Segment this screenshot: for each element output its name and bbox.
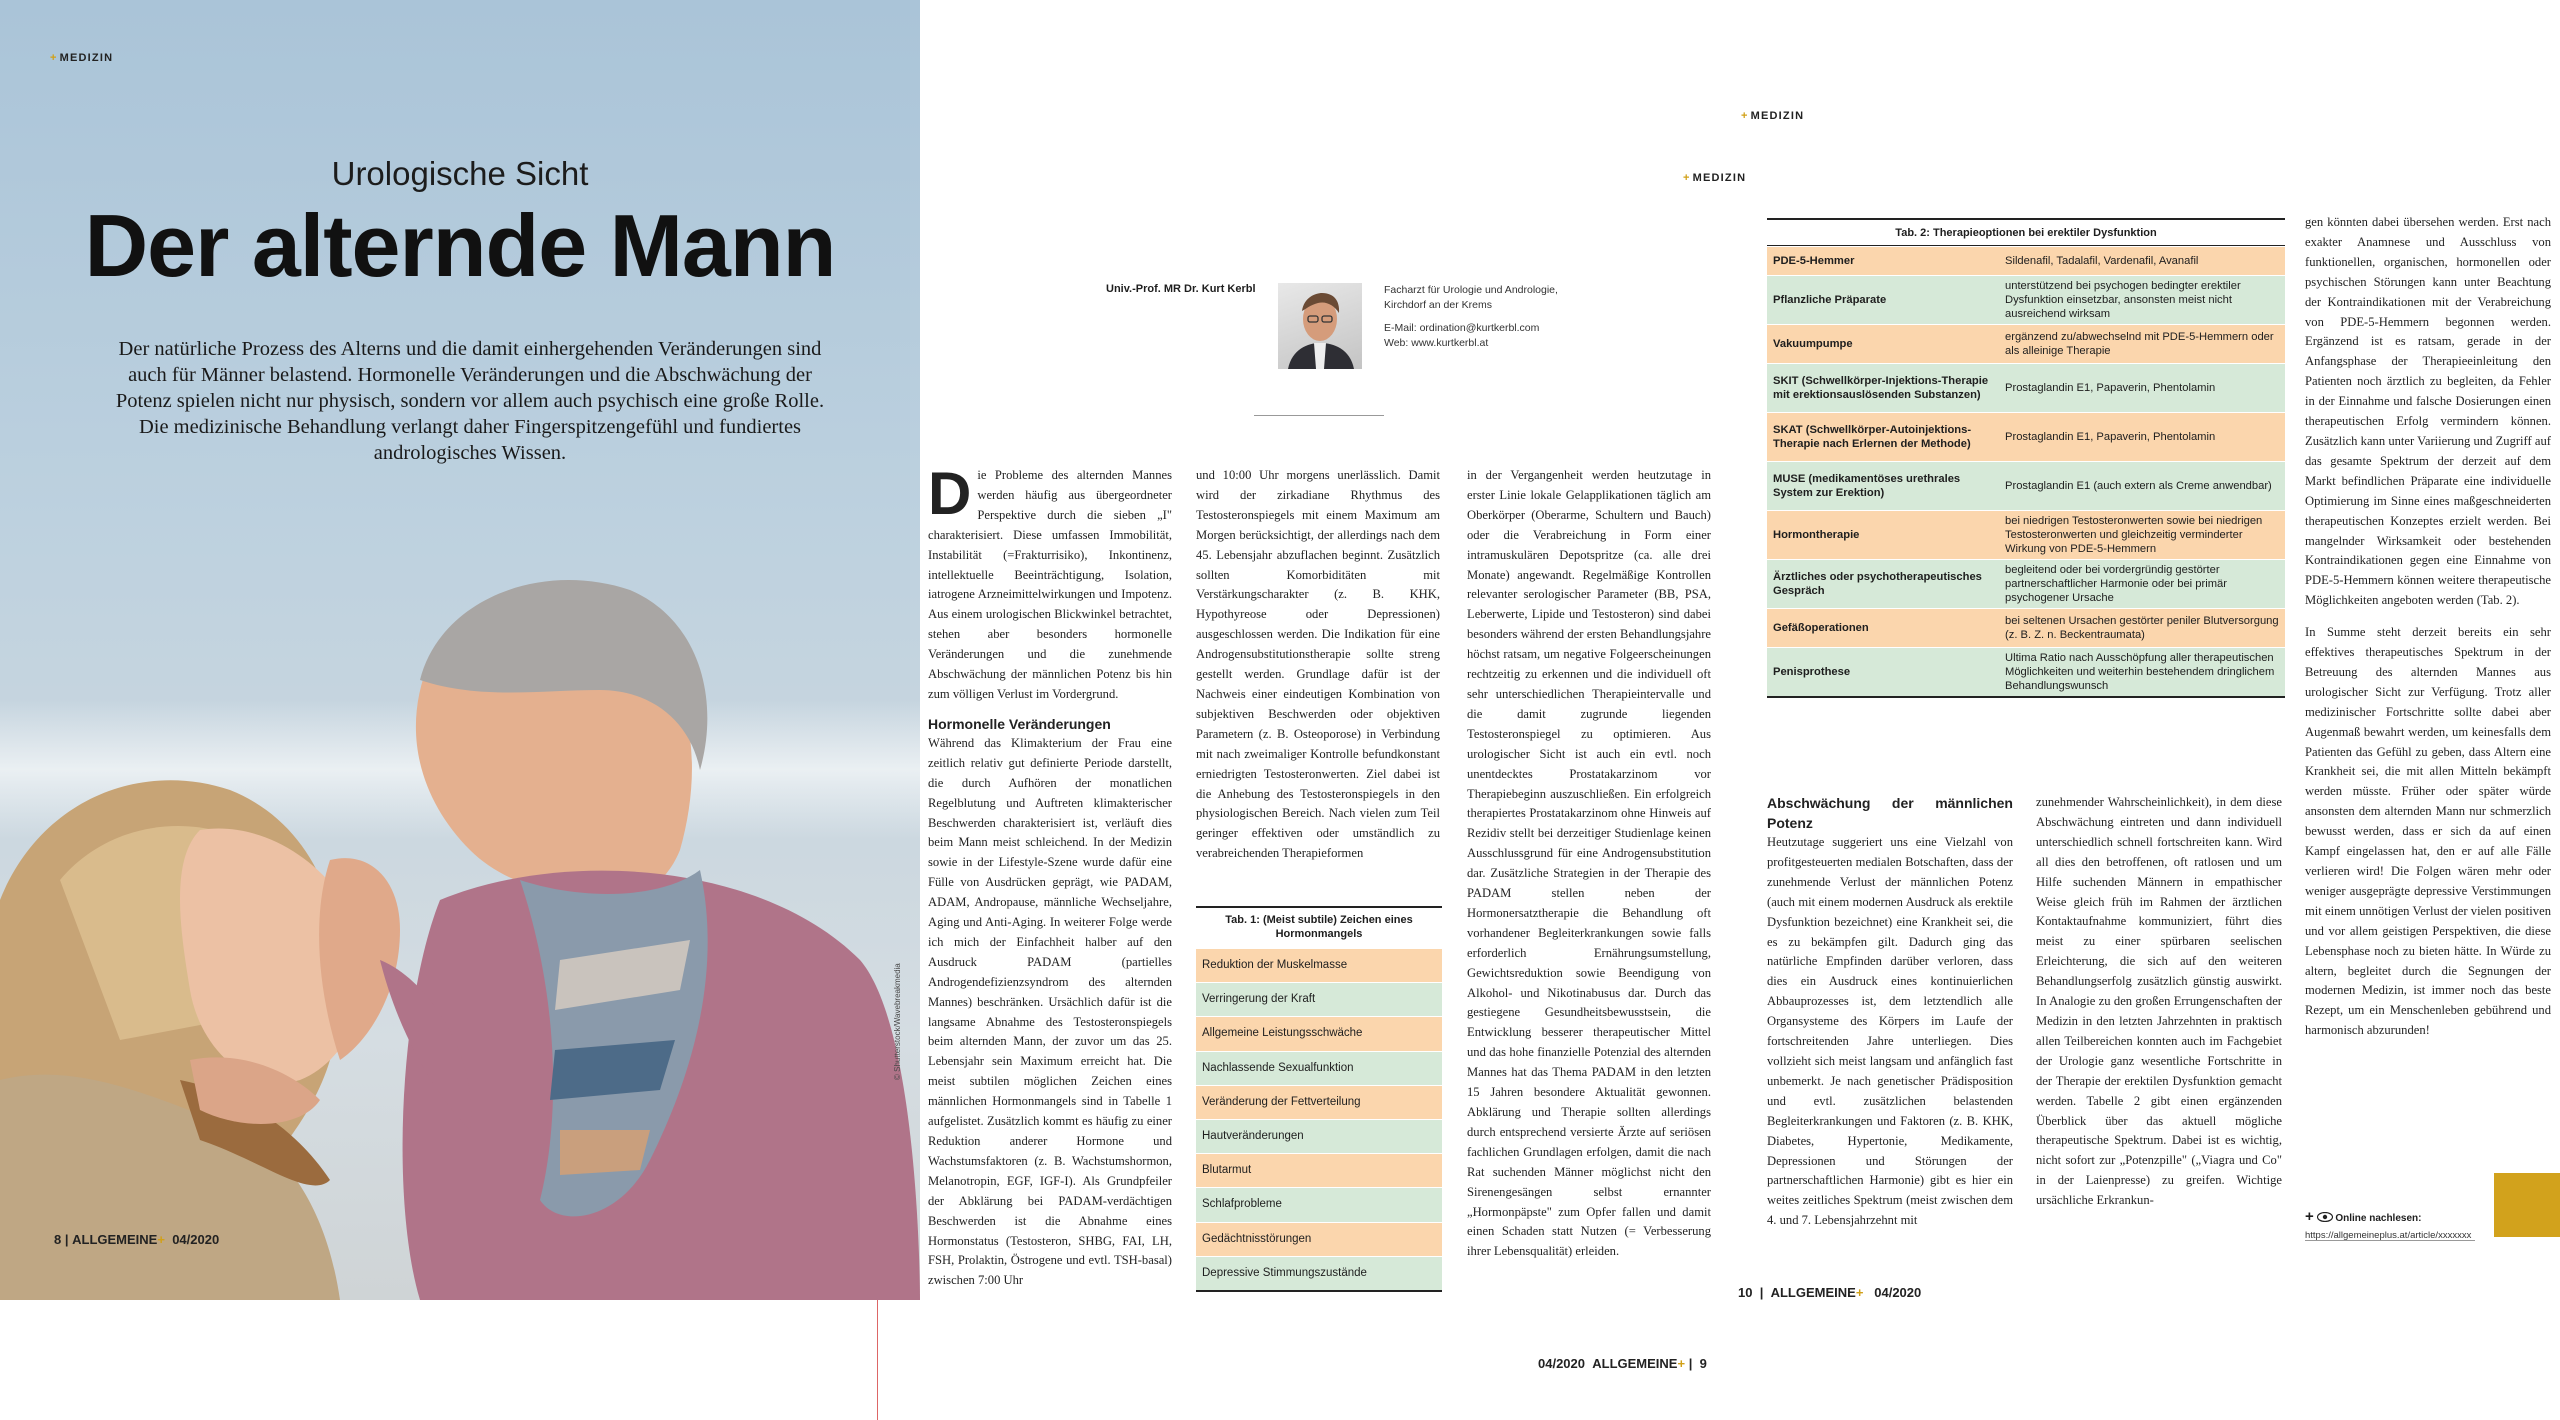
dropcap: D (928, 460, 972, 527)
plus-icon: + (157, 1232, 165, 1247)
paragraph: gen könnten dabei übersehen werden. Erst nach exakter Anamnese und Ausschluss von funktionellen, organischen, hormonellen oder psychischen Störungen kann unter Beachtung der Kontraindikationen mit der Verabreichung von PDE-5-Hemmern begonnen werden. Ergänzend ist es ratsam, gerade in der Anfangsphase der Therapieeinleitung den Patienten noch ärztlich zu begleiten, da Fehler in der Einnahme und falsche Dosierungen einen therapeutischen Erfolg vermindern können. Zusätzlich kann unter Variierung und Zugriff auf das gesamte Spektrum der derzeit auf dem Markt befindlichen Präparate eine individuelle Optimierung im Sinne eines maßgeschneiderten therapeutischen Konzeptes erzielt werden. Bei mangelnder Wirksamkeit oder bestehenden Kontraindikationen gegen eine Einnahme von PDE-5-Hemmern können weitere therapeutische Möglichkeiten angeboten werden (Tab. 2). (2305, 215, 2551, 608)
table-row: Hautveränderungen (1196, 1119, 1442, 1153)
rubric-label: MEDIZIN (59, 52, 114, 64)
therapy-name: Ärztliches oder psychotherapeutisches Gespräch (1773, 571, 1982, 597)
footer-sep: | (1688, 1356, 1693, 1371)
section-heading-potency: Abschwächung der männlichen Potenz (1767, 795, 2013, 831)
table-row: Blutarmut (1196, 1153, 1442, 1187)
therapy-desc: bei niedrigen Testosteronwerten sowie bei niedrigen Testosteronwerten und gleichzeitig verminderter Wirkung von PDE-5-Hemmern (2005, 515, 2263, 555)
therapy-desc: bei seltenen Ursachen gestörter peniler Blutversorgung (z. B. Z. n. Beckentraumata) (2005, 615, 2279, 641)
table-row (1767, 246, 2285, 275)
author-photo (1278, 283, 1362, 369)
table-row: Gedächtnisstörungen (1196, 1222, 1442, 1256)
issue-number: 04/2020 (1538, 1356, 1585, 1371)
brand-name: ALLGEMEINE (72, 1232, 158, 1247)
table-row (1767, 510, 2285, 559)
page-number: 9 (1699, 1356, 1707, 1371)
article-column-2 (1196, 466, 1440, 864)
paragraph: Heutzutage suggeriert uns eine Vielzahl von profitgesteuerten medialen Botschaften, dass der zunehmende Verlust der männlichen Potenz (auch mit einem modernen Ausdruck als erektile Dysfunktion bezeichnet) eine Krankheit sei, die es zu bekämpfen gilt. Dadurch ging das natürliche Empfinden darüber verloren, dass dies ein Ausdruck eines kontinuierlichen Abbauprozesses ist, dem letztendlich alle Organsysteme des Körpers im Laufe der fortschreitenden Jahre unterliegen. Dies vollzieht sich meist langsam und anfänglich fast unbemerkt. Je nach genetischer Prädisposition und evtl. zusätzlichen belastenden Begleiterkrankungen und Faktoren (z. B. KHK, Diabetes, Hypertonie, Medikamente, Depressionen und Störungen der partnerschaftlichen Harmonie) gibt es hier ein weites zeitliches Spektrum (meist zwischen dem 4. und 7. Lebensjahrzehnt mit (1767, 835, 2013, 1228)
section-heading-hormones: Hormonelle Veränderungen (928, 715, 1111, 732)
table-row: Nachlassende Sexualfunktion (1196, 1051, 1442, 1085)
footer-left (54, 1232, 219, 1247)
plus-icon: + (2305, 1208, 2314, 1225)
table-row (1767, 608, 2285, 647)
rubric-label: MEDIZIN (1750, 110, 1805, 122)
photo-credit: © Shutterstock/Wavebreakmedia (893, 963, 902, 1080)
online-url[interactable]: https://allgemeineplus.at/article/xxxxxxx (2305, 1230, 2472, 1241)
therapy-name: MUSE (medikamentöses urethrales System zur Erektion) (1773, 473, 1961, 499)
table-hormone-signs (1196, 906, 1442, 1292)
therapy-desc: Prostaglandin E1 (auch extern als Creme anwendbar) (2005, 480, 2272, 492)
therapy-name: SKIT (Schwellkörper-Injektions-Therapie mit erektionsauslösenden Substanzen) (1773, 375, 1989, 401)
page-divider (877, 1300, 878, 1420)
therapy-desc: Prostaglandin E1, Papaverin, Phentolamin (2005, 431, 2216, 443)
rubric-left (50, 52, 113, 64)
footer-mid (1538, 1356, 1707, 1371)
paragraph: und 10:00 Uhr morgens unerlässlich. Damit wird der zirkadiane Rhythmus des Testosteronspiegels mit einem Maximum am Morgen berücksichtigt, der allerdings nach dem 45. Lebensjahr abzuflachen beginnt. Zusätzlich sollten Komorbiditäten mit Verstärkungscharakter (z. B. KHK, Hypothyreose oder Depressionen) ausgeschlossen werden. Die Indikation für eine Androgensubstitutionstherapie sollte streng gestellt werden. Grundlage dafür ist der Nachweis einer eindeutigen Kombination von subjektiven Beschwerden oder objektiven Parametern (z. B. Osteoporose) in Verbindung mit nach zweimaliger Kontrolle befundkonstant erniedrigten Testosteronwerten. Ziel dabei ist die Anhebung des Testosteronspiegels in den physiologischen Bereich. Nach vielen zum Teil geringer effektiven oder umständlich zu verabreichenden Therapieformen (1196, 468, 1440, 861)
article-column-4 (1767, 793, 2013, 1231)
table-row (1767, 461, 2285, 510)
article-column-5 (2036, 793, 2282, 1211)
hero-kicker: Urologische Sicht (331, 155, 589, 192)
table-row (1767, 647, 2285, 696)
therapy-name: SKAT (Schwellkörper-Autoinjektions-Therapie nach Erlernen der Methode) (1773, 424, 1972, 450)
online-label-text: Online nachlesen: (2335, 1213, 2422, 1224)
page-number: 10 (1738, 1285, 1753, 1300)
therapy-desc: unterstützend bei psychogen bedingter erektiler Dysfunktion einsetzbar, ansonsten meist nicht ausreichend wirksam (2005, 280, 2241, 320)
hero-lead: Der natürliche Prozess des Alterns und die damit einhergehenden Veränderungen sind auch für Männer belastend. Hormonelle Veränderungen und die Abschwächung der Potenz spielen nicht nur physisch, sondern vor allem auch psychisch eine große Rolle. Die medizinische Behandlung verlangt daher Fingerspitzengefühl und fundiertes andrologisches Wissen. (115, 338, 825, 464)
table-caption: Tab. 2: Therapieoptionen bei erektiler Dysfunktion (1767, 220, 2285, 246)
table-row (1767, 412, 2285, 461)
author-role: Facharzt für Urologie und Andrologie, (1384, 284, 1558, 296)
issue-number: 04/2020 (172, 1232, 220, 1247)
intro-paragraph: ie Probleme des alternden Mannes werden häufig aus übergeordneter Perspektive durch die sieben „I" charakterisiert. Diese umfassen Immobilität, Instabilität (=Frakturrisiko), Inkontinenz, intellektuelle Beeinträchtigung, Isolation, iatrogene Arzneimittelwirkungen und Impotenz. Aus einem urologischen Blickwinkel betrachtet, stehen aber besonders hormonelle Veränderungen und die zunehmende Abschwächung der männlichen Potenz bis hin zum völligen Verlust im Vordergrund. (928, 468, 1172, 701)
table-row: Verringerung der Kraft (1196, 982, 1442, 1016)
footer-sep: | (64, 1232, 69, 1247)
table-row (1767, 324, 2285, 363)
plus-icon: + (1677, 1356, 1686, 1371)
brand-name: ALLGEMEINE (1592, 1356, 1678, 1371)
page-number: 8 (54, 1232, 62, 1247)
article-column-1 (928, 460, 1172, 1291)
therapy-name: Vakuumpumpe (1773, 338, 1853, 350)
table-row: Depressive Stimmungszustände (1196, 1256, 1442, 1290)
therapy-desc: begleitend oder bei vordergründig gestörter partnerschaftlicher Harmonie oder bei primär psychogener Ursache (2005, 564, 2227, 604)
table-row (1767, 559, 2285, 608)
author-email: E-Mail: ordination@kurtkerbl.com (1384, 322, 1540, 334)
therapy-name: Gefäßoperationen (1773, 622, 1869, 634)
author-web: Web: www.kurtkerbl.at (1384, 337, 1489, 349)
therapy-desc: Ultima Ratio nach Ausschöpfung aller therapeutischen Möglichkeiten und weiterhin bestehendem dringlichem Behandlungswunsch (2005, 652, 2275, 692)
brand-name: ALLGEMEINE (1770, 1285, 1856, 1300)
issue-number: 04/2020 (1874, 1285, 1922, 1300)
rubric-label: MEDIZIN (1692, 172, 1747, 184)
plus-icon: + (1683, 172, 1691, 184)
plus-icon: + (1855, 1285, 1864, 1300)
therapy-name: Pflanzliche Präparate (1773, 294, 1887, 306)
table-row: Schlafprobleme (1196, 1187, 1442, 1221)
article-column-6 (2305, 213, 2551, 1041)
eye-icon (2317, 1212, 2333, 1225)
footer-right (1738, 1285, 1921, 1300)
paragraph: in der Vergangenheit werden heutzutage in erster Linie lokale Gelapplikationen täglich am Oberkörper (Oberarme, Schultern und Bauch) oder die Verabreichung in Form einer intramuskulären Depotspritze (ca. alle drei Monate) angewandt. Regelmäßige Kontrollen relevanter serologischer Parameter (BB, PSA, Leberwerte, Lipide und Testosteron) sind dabei besonders während der ersten Behandlungsjahre höchst ratsam, um negative Folgeerscheinungen rechtzeitig zu erkennen und die individuell oft sehr unterschiedlichen Therapieintervalle und die damit zugrunde liegenden Testosteronspiegel zu optimieren. Aus urologischer Sicht ist auch ein evtl. noch unentdecktes Prostatakarzinom vor Therapiebeginn auszuschließen. Ein erfolgreich therapiertes Prostatakarzinom ohne Hinweis auf Rezidiv stellt bei derzeitiger Studienlage keinen Ausschlussgrund für eine Androgensubstitution dar. Zusätzliche Strategien in der Therapie des PADAM stellen neben der Hormonersatztherapie die Behandlung oft vorhandener Begleiterkrankungen sowie falls erforderlich Ernährungsumstellung, Gewichtsreduktion sowie Beendigung von Alkohol- und Nikotinabusus dar. Durch das gestiegene Gesundheitsbewusstsein, die Entwicklung besserer therapeutischer Mittel und das hohe finanzielle Potenzial des alternden Mannes hat das Thema PADAM in den letzten 15 Jahren besondere Aktualität gewonnen. Abklärung und Therapie sollten allerdings durch entsprechend versierte Ärzte auf seriösen fachlichen Grundlagen erfolgen, damit die nach Rat suchenden Männer möglichst nicht den Sirenengesängen selbst ernannter „Hormonpäpste" zum Opfer fallen und damit einen Schaden statt Nutzen (= Verbesserung ihrer Lebensqualität) erleiden. (1467, 468, 1711, 1259)
footer-sep: | (1759, 1285, 1764, 1300)
author-location: Kirchdorf an der Krems (1384, 299, 1492, 311)
table-row (1767, 275, 2285, 324)
table-row: Veränderung der Fettverteilung (1196, 1085, 1442, 1119)
online-link-label[interactable] (2305, 1208, 2421, 1225)
rubric-right (1741, 110, 1804, 122)
paragraph: Während das Klimakterium der Frau eine zeitlich relativ gut definierte Periode darstellt, die durch Aufhören der monatlichen Regelblutung und Auftreten klimakterischer Beschwerden charakterisiert ist, verläuft dies beim Mann meist schleichend. In der Medizin sowie in der Lifestyle-Szene wurde dafür eine Fülle von Ausdrücken geprägt, wie PADAM, ADAM, Andropause, männliche Wechseljahre, Aging und Anti-Aging. In weiterer Folge werde ich mich der Einfachheit halber auf den Ausdruck PADAM (partielles Androgendefizienzsyndrom des alternden Mannes) beschränken. Ursächlich dafür ist die langsame Abnahme des Testosteronspiegels beim alternden Mann, der zuvor um das 25. Lebensjahr sein Maximum erreicht hat. Die meist subtilen möglichen Zeichen eines männlichen Hormonmangels sind in Tabelle 1 aufgelistet. Zusätzlich kommt es häufig zu einer Reduktion anderer Hormone und Wachstumsfaktoren (z. B. Wachstumshormon, Melanotropin, EGF, IGF-I). Als Grundpfeiler der Abklärung bei PADAM-verdächtigen Beschwerden ist die Abnahme eines Hormonstatus (Testosteron, SHBG, FAI, LH, FSH, Prolaktin, Östrogene und evtl. TSH-basal) zwischen 7:00 Uhr (928, 735, 1172, 1288)
therapy-desc: Sildenafil, Tadalafil, Vardenafil, Avanafil (2005, 255, 2199, 267)
author-name: Univ.-Prof. MR Dr. Kurt Kerbl (1106, 283, 1256, 295)
table-row: Reduktion der Muskelmasse (1196, 948, 1442, 982)
therapy-name: Hormontherapie (1773, 529, 1860, 541)
table-therapy-options (1767, 218, 2285, 698)
therapy-name: Penisprothese (1773, 666, 1851, 678)
author-rule (1254, 415, 1384, 416)
rubric-mid (1683, 172, 1746, 184)
table-row (1767, 363, 2285, 412)
therapy-desc: Prostaglandin E1, Papaverin, Phentolamin (2005, 382, 2216, 394)
plus-icon: + (1741, 110, 1749, 122)
therapy-desc: ergänzend zu/abwechselnd mit PDE-5-Hemmern oder als alleinige Therapie (2005, 331, 2274, 357)
table-caption: Tab. 1: (Meist subtile) Zeichen eines Hormonmangels (1225, 914, 1413, 940)
hero-image-page (0, 0, 920, 1300)
therapy-name: PDE-5-Hemmer (1773, 255, 1855, 267)
paragraph: zunehmender Wahrscheinlichkeit), in dem diese Abschwächung eintreten und dann individuell unterschiedlich schnell fortschreiten kann. Wird all dies den betroffenen, oft ratlosen und um Hilfe suchenden Männern in empathischer Weise gleich früh im Rahmen der ärztlichen Kontaktaufnahme kommuniziert, führt dies meist zu einer spürbaren seelischen Erleichterung, die sich auf den weiteren Behandlungserfolg zusätzlich günstig auswirkt. In Analogie zu den großen Errungenschaften der Medizin in den letzten Jahrzehnten in praktisch allen Teilbereichen konnten auch im Fachgebiet der Urologie ganz wesentliche Fortschritte in der Therapie der erektilen Dysfunktion gemacht werden. Tabelle 2 gibt einen ergänzenden Überblick über das aktuell mögliche therapeutische Spektrum. Dabei ist es wichtig, nicht sofort zur „Potenzpille" („Viagra und Co" in der Laienpresse) zu greifen. Wichtige ursächliche Erkrankun- (2036, 795, 2282, 1208)
table-row: Allgemeine Leistungsschwäche (1196, 1016, 1442, 1050)
hero-title: Der alternde Mann (84, 196, 836, 295)
paragraph: In Summe steht derzeit bereits ein sehr effektives therapeutisches Spektrum in der Betreuung des alternden Mannes aus urologischer Sicht zur Verfügung. Trotz aller medizinischer Fortschritte sollte dabei aber Augenmaß bewahrt werden, um keinesfalls dem Patienten das Gefühl zu geben, dass Altern eine Krankheit sei, die mit allen Mitteln bekämpft werden müsste. Früher oder später würde ansonsten dem alternden Mann nur schmerzlich bewusst werden, dass er sich da auf einen Kampf eingelassen hat, den er auf alle Fälle verlieren wird! Die Folgen wären mehr oder weniger ausgeprägte depressive Verstimmungen mit einem unnötigen Verlust der vielen positiven und vor allem geistigen Perspektiven, die diese Lebensphase noch zu bieten hätte. In Würde zu altern, begleitet durch die Segnungen der modernen Medizin, ist immer noch das beste Rezept, um ein Menschenleben gebührend und harmonisch abzurunden! (2305, 625, 2551, 1038)
author-info (1384, 283, 1558, 351)
plus-icon: + (50, 52, 58, 64)
accent-box (2494, 1173, 2560, 1237)
article-column-3 (1467, 466, 1711, 1262)
